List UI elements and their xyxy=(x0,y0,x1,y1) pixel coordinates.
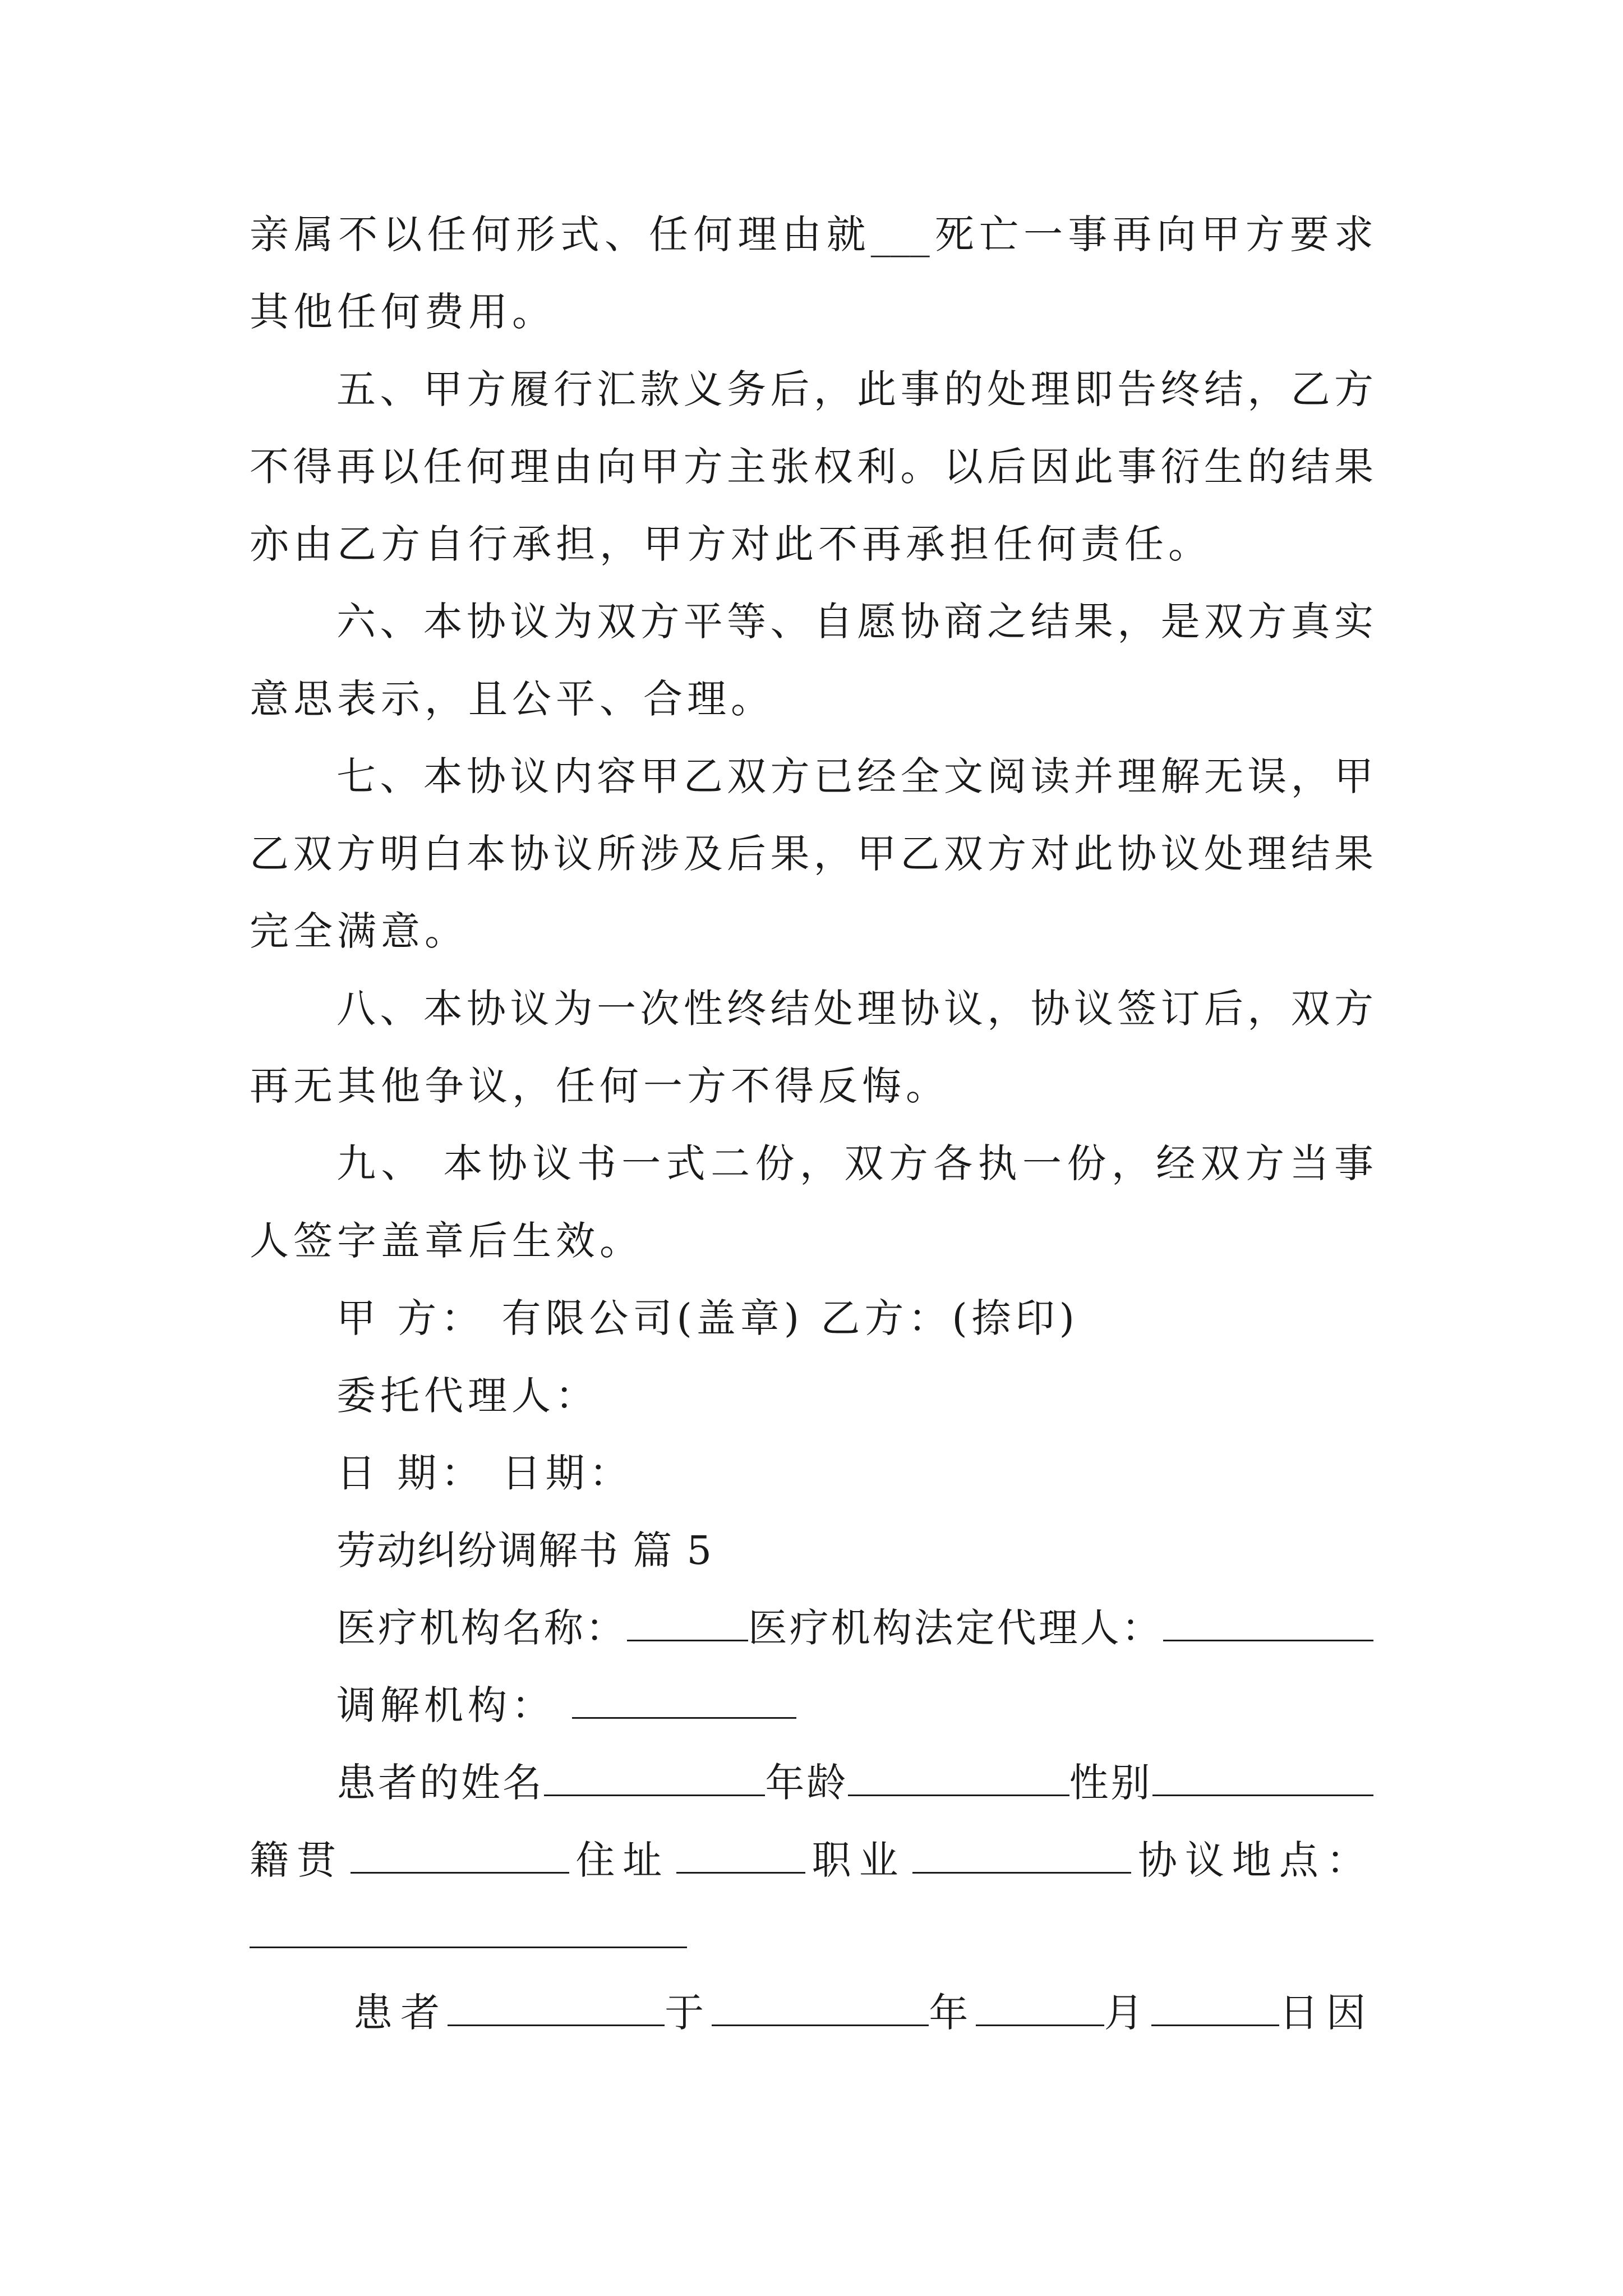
address-blank xyxy=(676,1837,805,1874)
native-blank xyxy=(351,1837,569,1874)
paragraph-line: 五、甲方履行汇款义务后，此事的处理即告终结，乙方 xyxy=(336,366,1373,412)
form-native-row xyxy=(250,1833,1373,1887)
paragraph-line: 乙双方明白本协议所涉及后果，甲乙双方对此协议处理结果 xyxy=(250,831,1373,877)
legal-rep-label: 医疗机构法定代理人： xyxy=(748,1605,1163,1651)
age-label: 年龄 xyxy=(765,1760,849,1806)
patient-label: 患者 xyxy=(353,1990,448,2036)
signature-agent-line: 委托代理人： xyxy=(336,1373,599,1419)
paragraph-line: 八、本协议为一次性终结处理协议，协议签订后，双方 xyxy=(336,986,1373,1032)
paragraph-line: 六、本协议为双方平等、自愿协商之结果，是双方真实 xyxy=(336,599,1373,645)
gender-label: 性别 xyxy=(1069,1760,1152,1806)
paragraph-line: 人签字盖章后生效。 xyxy=(250,1218,643,1264)
mediation-label: 调解机构： xyxy=(336,1682,555,1728)
patient-blank xyxy=(448,1990,665,2026)
form-patient-row xyxy=(336,1756,1373,1810)
at-label: 于 xyxy=(665,1990,712,2036)
institution-label: 医疗机构名称： xyxy=(336,1605,627,1651)
form-date-row xyxy=(353,1986,1373,2040)
native-label: 籍贯 xyxy=(250,1837,344,1883)
paragraph-line: 不得再以任何理由向甲方主张权利。以后因此事衍生的结果 xyxy=(250,444,1373,490)
paragraph-line: 亲属不以任何形式、任何理由就___死亡一事再向甲方要求 xyxy=(250,211,1373,257)
paragraph-line: 意思表示，且公平、合理。 xyxy=(250,676,774,722)
year-blank xyxy=(976,1990,1104,2026)
place-blank-line xyxy=(250,1947,687,1948)
age-blank xyxy=(848,1760,1069,1796)
signature-party-line: 甲 方： 有限公司(盖章) 乙方：(捺印) xyxy=(336,1295,1079,1341)
section-title: 劳动纠纷调解书 篇 5 xyxy=(336,1527,713,1573)
mediation-blank xyxy=(572,1682,796,1719)
job-blank xyxy=(912,1837,1131,1874)
form-institution-row xyxy=(336,1601,1373,1655)
signature-date-line: 日 期： 日期： xyxy=(336,1450,633,1496)
day-label: 日因 xyxy=(1279,1990,1373,2036)
paragraph-line: 完全满意。 xyxy=(250,908,468,954)
gender-blank xyxy=(1152,1760,1373,1796)
job-label: 职业 xyxy=(811,1837,906,1883)
month-label: 月 xyxy=(1104,1990,1151,2036)
address-label: 住址 xyxy=(575,1837,670,1883)
date-blank xyxy=(712,1990,929,2026)
patient-name-blank xyxy=(544,1760,765,1796)
paragraph-line: 七、本协议内容甲乙双方已经全文阅读并理解无误，甲 xyxy=(336,753,1373,799)
legal-rep-blank xyxy=(1163,1605,1373,1641)
form-mediation-row xyxy=(336,1678,1373,1732)
place-label: 协议地点： xyxy=(1137,1837,1373,1883)
paragraph-line: 再无其他争议，任何一方不得反悔。 xyxy=(250,1063,949,1109)
institution-blank xyxy=(627,1605,748,1641)
paragraph-line: 其他任何费用。 xyxy=(250,289,556,335)
year-label: 年 xyxy=(929,1990,976,2036)
month-blank xyxy=(1151,1990,1279,2026)
patient-name-label: 患者的姓名 xyxy=(336,1760,544,1806)
paragraph-line: 亦由乙方自行承担，甲方对此不再承担任何责任。 xyxy=(250,521,1212,567)
paragraph-line: 九、 本协议书一式二份，双方各执一份，经双方当事 xyxy=(336,1140,1373,1186)
